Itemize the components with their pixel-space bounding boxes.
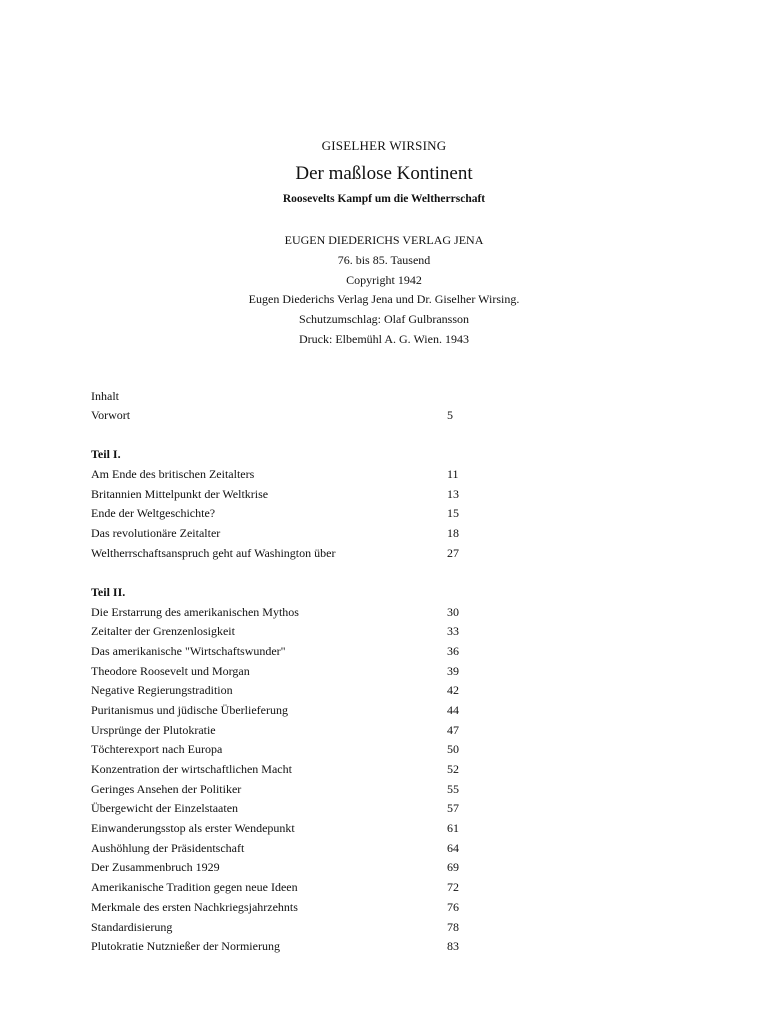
toc-entry-page: 52: [447, 762, 459, 776]
toc-entry-title: Amerikanische Tradition gegen neue Ideen: [91, 880, 298, 895]
printer-line: Druck: Elbemühl A. G. Wien. 1943: [299, 331, 469, 346]
toc-entry-page: 78: [447, 919, 459, 934]
toc-entry: [91, 622, 491, 642]
toc-entry-page: 64: [447, 840, 459, 855]
publisher-line: EUGEN DIEDERICHS VERLAG JENA: [284, 233, 484, 247]
toc-entry-page: 83: [447, 939, 459, 954]
author-name: GISELHER WIRSING: [321, 138, 447, 153]
toc-entry: [91, 819, 491, 839]
table-of-contents: [91, 386, 491, 957]
copyright-line: Copyright 1942: [346, 272, 422, 287]
toc-entry: [91, 701, 491, 721]
toc-entry-title: Aushöhlung der Präsidentschaft: [91, 840, 245, 855]
toc-entry: [91, 485, 491, 505]
toc-entry-page: 36: [447, 643, 459, 658]
toc-entry-title: Das revolutionäre Zeitalter: [91, 525, 221, 540]
toc-entry: [91, 799, 491, 819]
rights-holder-line: Eugen Diederichs Verlag Jena und Dr. Giselher Wirsing.: [248, 292, 520, 307]
toc-entry-page: 5: [447, 408, 453, 422]
toc-part-2-entries: [91, 603, 491, 957]
toc-entry-title: Weltherrschaftsanspruch geht auf Washington über: [91, 545, 336, 560]
toc-entry-title: Ursprünge der Plutokratie: [91, 722, 216, 737]
toc-entry-title: Merkmale des ersten Nachkriegsjahrzehnts: [91, 899, 298, 914]
toc-entry: [91, 918, 491, 938]
toc-entry-page: 15: [447, 506, 459, 521]
toc-entry-page: 61: [447, 821, 459, 836]
toc-entry: [91, 662, 491, 682]
edition-line: 76. bis 85. Tausend: [337, 252, 431, 267]
toc-entry: [91, 878, 491, 898]
toc-part-2-heading: Teil II.: [91, 584, 126, 599]
toc-entry-page: 13: [447, 486, 459, 501]
toc-entry: [91, 524, 491, 544]
toc-entry-title: Plutokratie Nutznießer der Normierung: [91, 939, 280, 954]
toc-entry: [91, 858, 491, 878]
toc-entry: [91, 721, 491, 741]
toc-entry-page: 44: [447, 702, 459, 717]
toc-entry-title: Zeitalter der Grenzenlosigkeit: [91, 624, 235, 639]
toc-entry: [91, 937, 491, 957]
toc-entry: [91, 681, 491, 701]
toc-entry: [91, 603, 491, 623]
toc-entry-page: 30: [447, 604, 459, 619]
toc-entry-page: 11: [447, 466, 459, 481]
publication-info: [0, 231, 768, 350]
toc-entry-page: 27: [447, 545, 459, 560]
cover-credit-line: Schutzumschlag: Olaf Gulbransson: [299, 312, 469, 327]
toc-entry-title: Einwanderungsstop als erster Wendepunkt: [91, 821, 295, 836]
toc-entry-title: Theodore Roosevelt und Morgan: [91, 663, 250, 678]
toc-entry-title: Puritanismus und jüdische Überlieferung: [91, 702, 288, 717]
book-subtitle: Roosevelts Kampf um die Weltherrschaft: [282, 193, 486, 205]
toc-entry-title: Konzentration der wirtschaftlichen Macht: [91, 762, 292, 776]
toc-entry-page: 42: [447, 683, 459, 698]
toc-entry: [91, 642, 491, 662]
book-title: Der maßlose Kontinent: [295, 163, 473, 184]
toc-entry-page: 50: [447, 742, 459, 757]
toc-entry: [91, 740, 491, 760]
toc-entry-page: 72: [447, 880, 459, 895]
toc-entry-preface: [91, 406, 491, 426]
toc-entry-title: Töchterexport nach Europa: [91, 742, 223, 757]
toc-part-1-heading: Teil I.: [91, 447, 121, 462]
toc-entry-title: Standardisierung: [91, 919, 173, 934]
toc-part-1-entries: [91, 465, 491, 563]
toc-heading: Inhalt: [91, 389, 119, 403]
toc-entry-title: Negative Regierungstradition: [91, 683, 233, 698]
toc-entry-title: Am Ende des britischen Zeitalters: [91, 466, 255, 481]
toc-entry-page: 55: [447, 781, 459, 796]
toc-entry: [91, 504, 491, 524]
toc-entry: [91, 544, 491, 564]
toc-entry-title: Vorwort: [91, 408, 131, 422]
toc-entry: [91, 465, 491, 485]
title-block: [0, 137, 768, 207]
toc-entry-title: Der Zusammenbruch 1929: [91, 860, 220, 875]
toc-entry-page: 33: [447, 624, 459, 639]
toc-entry-page: 69: [447, 860, 459, 875]
toc-entry-title: Ende der Weltgeschichte?: [91, 506, 216, 521]
toc-entry-page: 18: [447, 525, 459, 540]
toc-entry: [91, 898, 491, 918]
toc-entry-title: Übergewicht der Einzelstaaten: [91, 801, 239, 816]
toc-entry-title: Das amerikanische "Wirtschaftswunder": [91, 643, 286, 658]
toc-entry-page: 39: [447, 663, 459, 678]
toc-entry: [91, 780, 491, 800]
toc-entry: [91, 839, 491, 859]
toc-entry-title: Die Erstarrung des amerikanischen Mythos: [91, 604, 299, 619]
toc-entry-page: 47: [447, 722, 459, 737]
toc-entry: [91, 760, 491, 780]
toc-entry-title: Britannien Mittelpunkt der Weltkrise: [91, 486, 269, 501]
toc-entry-title: Geringes Ansehen der Politiker: [91, 781, 242, 796]
toc-entry-page: 76: [447, 899, 459, 914]
toc-entry-page: 57: [447, 801, 459, 816]
